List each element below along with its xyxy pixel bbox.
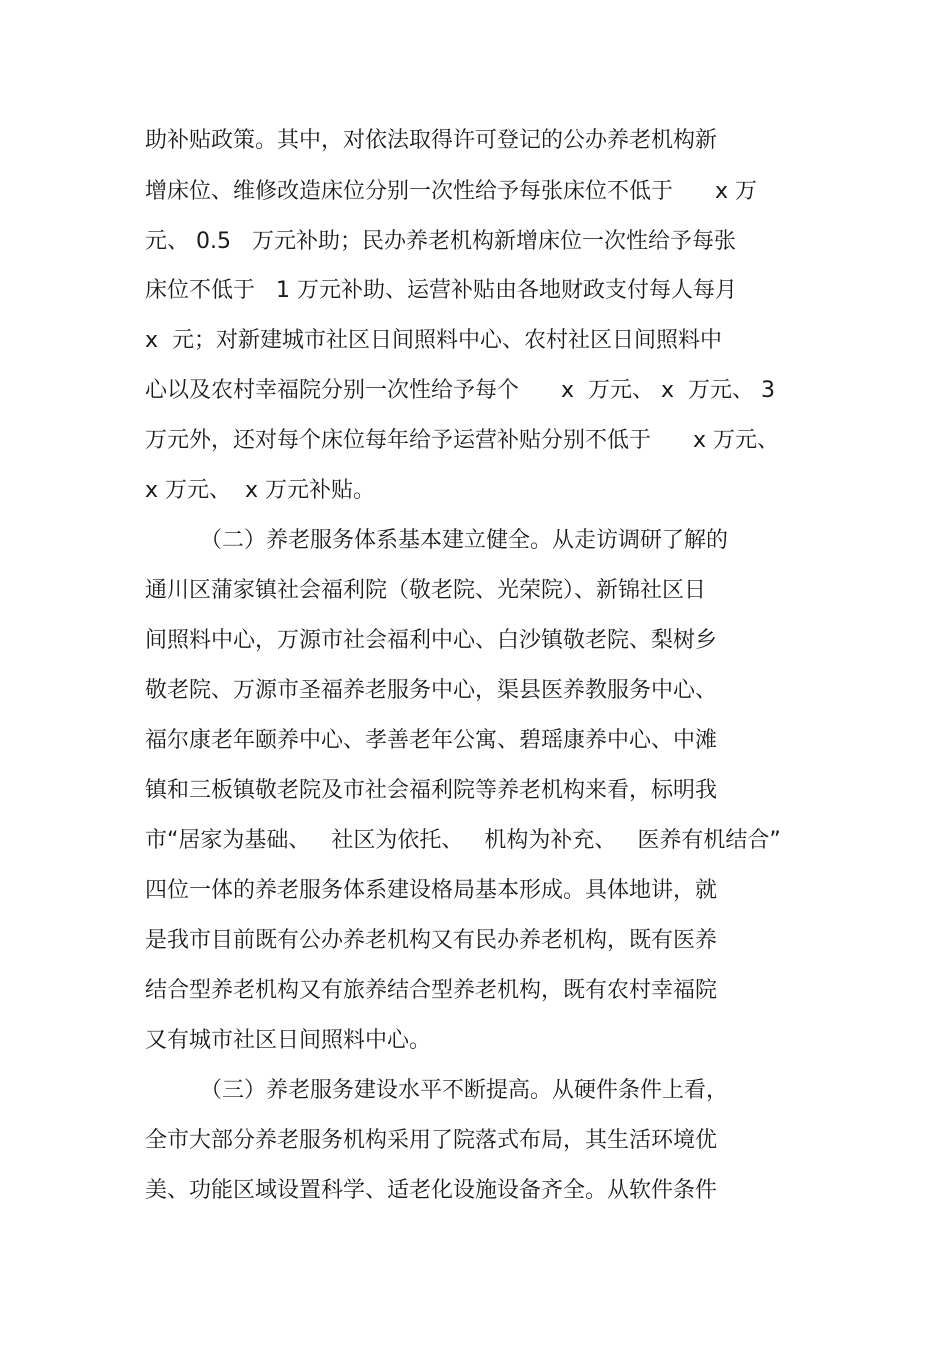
text-line-3: 元、 0.5 万元补助；民办养老机构新增床位一次性给予每张 bbox=[145, 229, 736, 254]
paragraph-2-heading-line: （二）养老服务体系基本建立健全。从走访调研了解的 bbox=[200, 528, 729, 553]
text-line-1: 助补贴政策。其中，对依法取得许可登记的公办养老机构新 bbox=[145, 128, 718, 153]
text-line-6: 心以及农村幸福院分别一次性给予每个 x 万元、 x 万元、 3 bbox=[145, 378, 775, 403]
text-line-13: 福尔康老年颐养中心、孝善老年公寓、碧瑶康养中心、中滩 bbox=[145, 728, 718, 753]
text-line-11: 间照料中心，万源市社会福利中心、白沙镇敬老院、梨树乡 bbox=[145, 628, 718, 653]
text-line-2: 增床位、维修改造床位分别一次性给予每张床位不低于 x 万 bbox=[145, 179, 757, 204]
text-line-15: 市“居家为基础、 社区为依托、 机构为补充、 医养有机结合” bbox=[145, 828, 781, 853]
text-line-17: 是我市目前既有公办养老机构又有民办养老机构，既有医养 bbox=[145, 928, 718, 953]
text-line-21: 全市大部分养老服务机构采用了院落式布局，其生活环境优 bbox=[145, 1128, 718, 1153]
text-line-22: 美、功能区域设置科学、适老化设施设备齐全。从软件条件 bbox=[145, 1178, 718, 1203]
text-line-7: 万元外，还对每个床位每年给予运营补贴分别不低于 x 万元、 bbox=[145, 428, 779, 453]
text-line-19: 又有城市社区日间照料中心。 bbox=[145, 1028, 432, 1053]
text-line-8: x 万元、 x 万元补贴。 bbox=[145, 478, 376, 503]
text-line-18: 结合型养老机构又有旅养结合型养老机构，既有农村幸福院 bbox=[145, 978, 718, 1003]
paragraph-3-heading-line: （三）养老服务建设水平不断提高。从硬件条件上看， bbox=[200, 1078, 729, 1103]
text-line-4: 床位不低于 1 万元补助、运营补贴由各地财政支付每人每月 bbox=[145, 278, 737, 303]
text-line-5: x 元；对新建城市社区日间照料中心、农村社区日间照料中 bbox=[145, 328, 723, 353]
text-line-16: 四位一体的养老服务体系建设格局基本形成。具体地讲，就 bbox=[145, 878, 718, 903]
text-line-10: 通川区蒲家镇社会福利院（敬老院、光荣院）、新锦社区日 bbox=[145, 578, 707, 603]
text-line-14: 镇和三板镇敬老院及市社会福利院等养老机构来看，标明我 bbox=[145, 778, 718, 803]
text-line-12: 敬老院、万源市圣福养老服务中心，渠县医养教服务中心、 bbox=[145, 678, 718, 703]
